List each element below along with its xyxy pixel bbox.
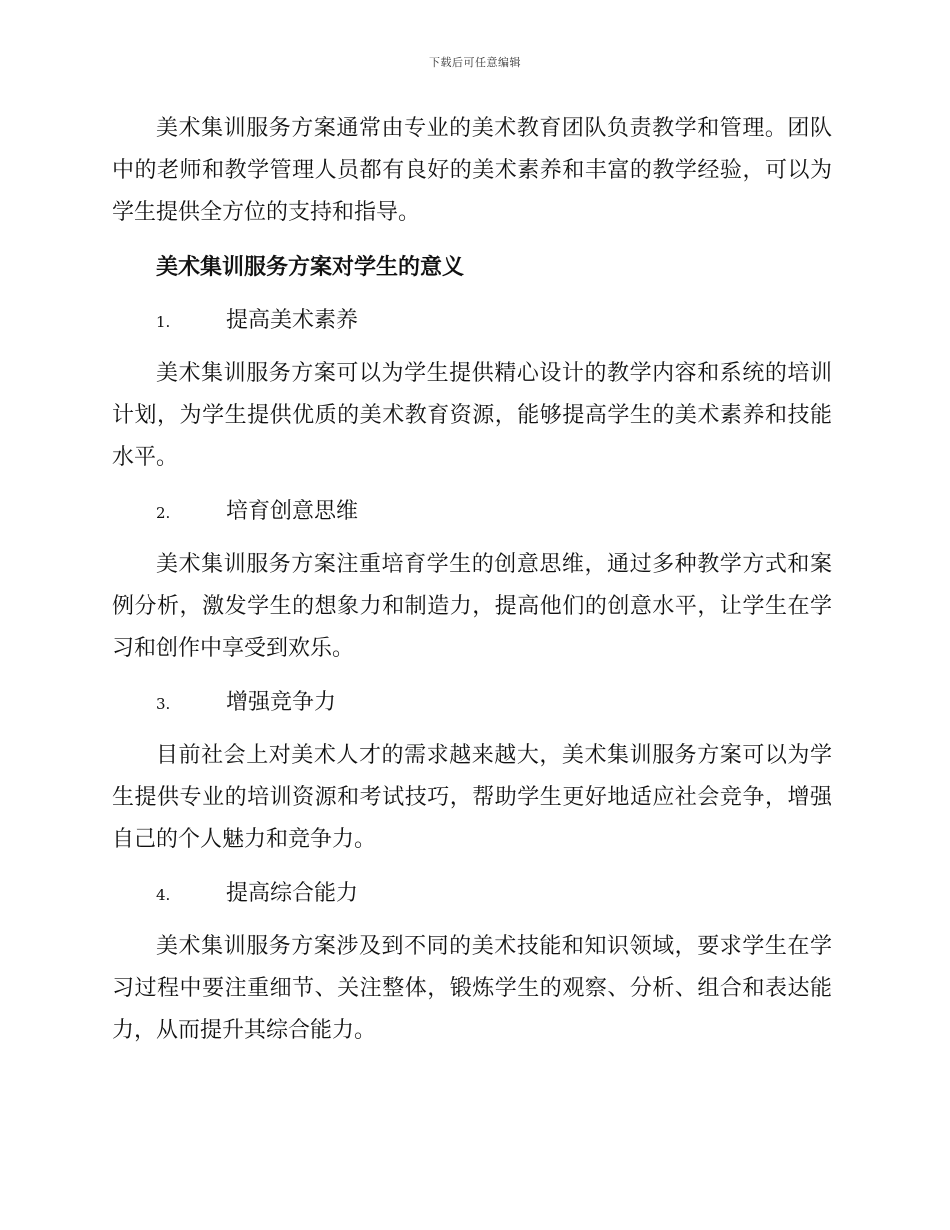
item-title-text: 提高美术素养 [226, 308, 359, 333]
item-title-3 [112, 682, 832, 725]
item-number: 1. [156, 313, 171, 331]
item-body-2: 美术集训服务方案注重培育学生的创意思维，通过多种教学方式和案例分析，激发学生的想象力和制造力，提高他们的创意水平，让学生在学习和创作中享受到欢乐。 [112, 552, 832, 661]
item-title-text: 增强竞争力 [226, 690, 337, 715]
item-number: 3. [156, 695, 171, 713]
item-body-3: 目前社会上对美术人才的需求越来越大，美术集训服务方案可以为学生提供专业的培训资源和考试技巧，帮助学生更好地适应社会竞争，增强自己的个人魅力和竞争力。 [112, 743, 832, 852]
section-heading: 美术集训服务方案对学生的意义 [156, 254, 465, 280]
header-note: 下载后可任意编辑 [429, 56, 521, 69]
item-title-4 [112, 873, 832, 916]
item-body-1: 美术集训服务方案可以为学生提供精心设计的教学内容和系统的培训计划，为学生提供优质的美术教育资源，能够提高学生的美术素养和技能水平。 [112, 361, 832, 470]
item-title-1 [112, 300, 832, 343]
item-number: 4. [156, 886, 171, 904]
item-title-text: 培育创意思维 [226, 499, 359, 524]
intro-paragraph: 美术集训服务方案通常由专业的美术教育团队负责教学和管理。团队中的老师和教学管理人员都有良好的美术素养和丰富的教学经验，可以为学生提供全方位的支持和指导。 [112, 116, 832, 225]
document-body [112, 108, 832, 1052]
item-number: 2. [156, 504, 171, 522]
item-title-text: 提高综合能力 [226, 881, 359, 906]
item-title-2 [112, 491, 832, 534]
item-body-4: 美术集训服务方案涉及到不同的美术技能和知识领域，要求学生在学习过程中要注重细节、关注整体，锻炼学生的观察、分析、组合和表达能力，从而提升其综合能力。 [112, 934, 832, 1043]
